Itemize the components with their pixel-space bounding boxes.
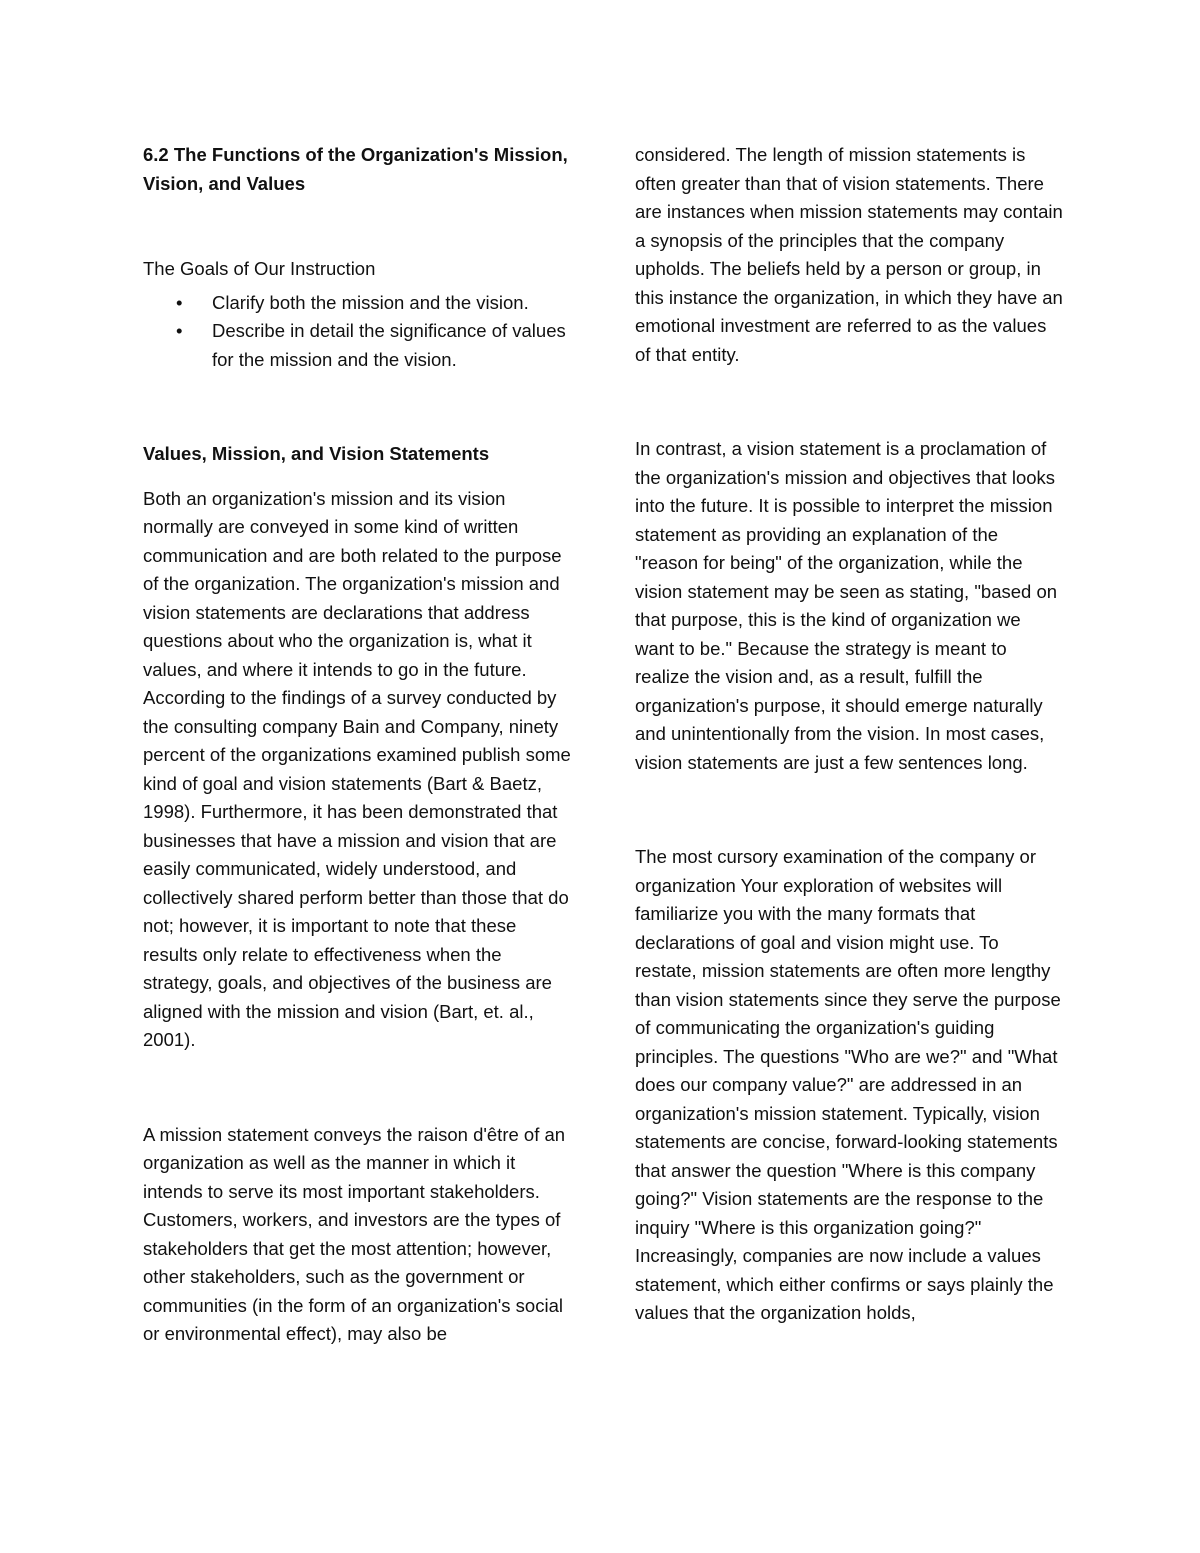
paragraph-mission-vision-overview: Both an organization's mission and its vision normally are conveyed in some kind of written communication and are both related to the purpose of the organization. The organization's mission and vision statements are declarations that address questions about who the organization is, what it values, and where it intends to go in the future. According to the findings of a survey conducted by the consulting company Bain and Company, ninety percent of the organizations examined publish some kind of goal and vision statements (Bart & Baetz, 1998). Furthermore, it has been demonstrated that businesses that have a mission and vision that are easily communicated, widely understood, and collectively shared perform better than those that do not; however, it is important to note that these results only relate to effectiveness when the strategy, goals, and objectives of the business are aligned with the mission and vision (Bart, et. al., 2001). — [143, 487, 571, 1050]
list-item — [143, 317, 571, 374]
goals-heading: The Goals of Our Instruction — [143, 258, 376, 279]
bullet-icon: • — [176, 320, 183, 341]
section-heading: Values, Mission, and Vision Statements — [143, 443, 490, 464]
document-title: 6.2 The Functions of the Organization's Mission, Vision, and Values — [143, 144, 568, 194]
bullet-icon: • — [176, 291, 183, 313]
goal-text: Clarify both the mission and the vision. — [212, 291, 529, 313]
paragraph-vision-statement: In contrast, a vision statement is a proclamation of the organization's mission and objectives that looks into the future. It is possible to interpret the mission statement as providing an explanation of the "reason for being" of the organization, while the vision statement may be seen as stating, "based on that purpose, this is the kind of organization we want to be." Because the strategy is meant to realize the vision and, as a result, fulfill the organization's purpose, it should emerge naturally and unintentionally from the vision. In most cases, vision statements are just a few sentences long. — [635, 438, 1058, 773]
goal-text: Describe in detail the significance of values for the mission and the vision. — [212, 320, 566, 370]
right-column — [635, 141, 1063, 1328]
left-column — [143, 141, 571, 1349]
paragraph-mission-length: considered. The length of mission statements is often greater than that of vision statements. There are instances when mission statements may contain a synopsis of the principles that the company upholds. The beliefs held by a person or group, in this instance the organization, in which they have an emotional investment are referred to as the values of that entity. — [635, 144, 1063, 365]
paragraph-examination: The most cursory examination of the company or organization Your exploration of websites will familiarize you with the many formats that declarations of goal and vision might use. To restate, mission statements are often more lengthy than vision statements since they serve the purpose of communicating the organization's guiding principles. The questions "Who are we?" and "What does our company value?" are addressed in an organization's mission statement. Typically, vision statements are concise, forward-looking statements that answer the question "Where is this company going?" Vision statements are the response to the inquiry "Where is this organization going?" Increasingly, companies are now include a values statement, which either confirms or says plainly the values that the organization holds, — [635, 846, 1061, 1323]
list-item — [143, 289, 571, 318]
paragraph-mission-statement: A mission statement conveys the raison d'être of an organization as well as the manner in which it intends to serve its most important stakeholders. Customers, workers, and investors are the types of stakeholders that get the most attention; however, other stakeholders, such as the government or communities (in the form of an organization's social or environmental effect), may also be — [143, 1123, 566, 1344]
goals-list — [143, 289, 571, 375]
